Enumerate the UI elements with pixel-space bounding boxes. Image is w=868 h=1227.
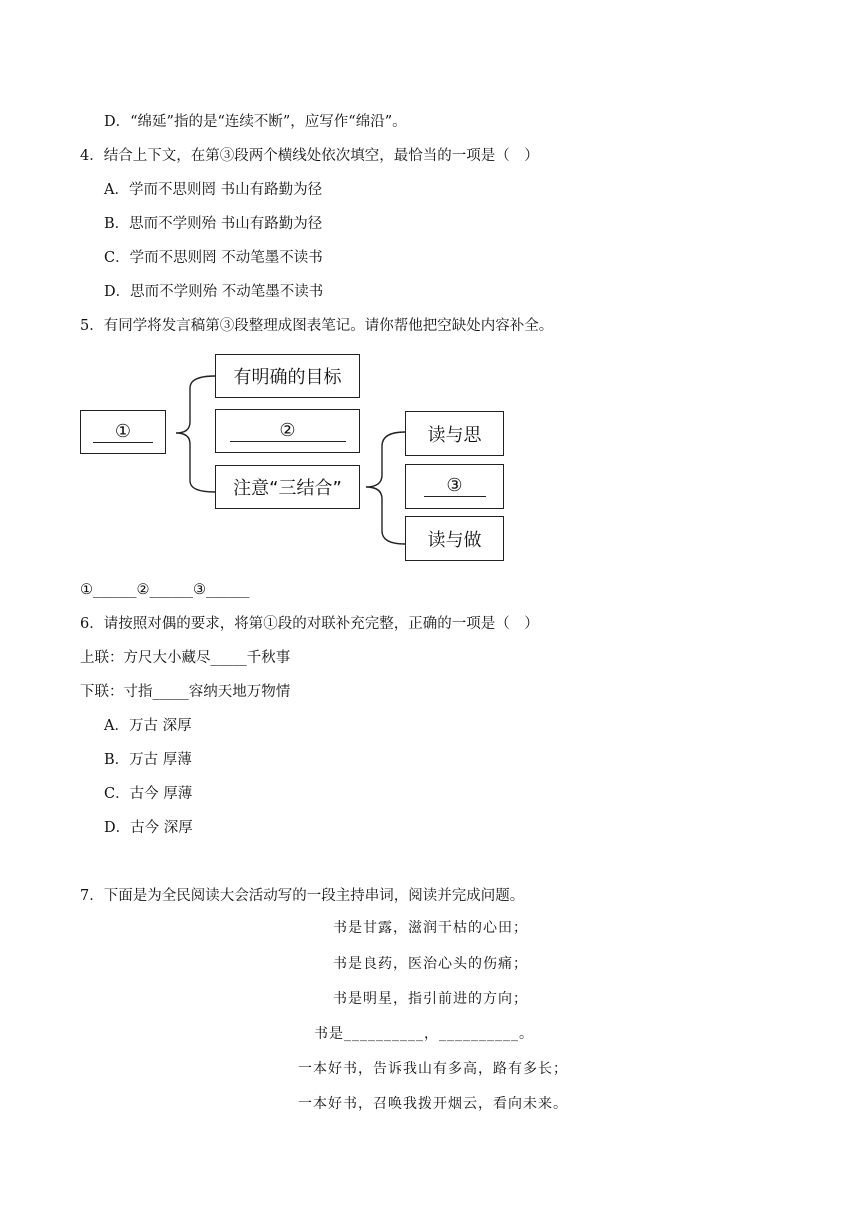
q6-lower-couplet: 下联：寸指_____容纳天地万物情 xyxy=(80,684,291,700)
q5-answer-line: ①______②______③______ xyxy=(80,582,250,598)
diagram-braces xyxy=(0,0,868,600)
poem-line-4: 书是__________，__________。 xyxy=(314,1026,534,1042)
blank-3: ③ xyxy=(424,476,486,497)
node-three-combine-label: 注意“三结合” xyxy=(233,478,342,499)
q4-stem: 4．结合上下文，在第③段两个横线处依次填空，最恰当的一项是（ ） xyxy=(80,148,539,164)
q5-stem: 5．有同学将发言稿第③段整理成图表笔记。请你帮他把空缺处内容补全。 xyxy=(80,318,554,334)
node-blank-3 xyxy=(405,464,504,509)
brace-level1 xyxy=(176,376,215,492)
node-read-think xyxy=(405,411,504,456)
poem-line-5: 一本好书，告诉我山有多高，路有多长； xyxy=(298,1061,568,1077)
q3-option-d: D．“绵延”指的是“连续不断”，应写作“绵沿”。 xyxy=(104,114,407,130)
poem-line-3: 书是明星，指引前进的方向； xyxy=(333,991,528,1007)
poem-line-6: 一本好书，召唤我拨开烟云，看向未来。 xyxy=(298,1096,568,1112)
q4-option-a: A．学而不思则罔 书山有路勤为径 xyxy=(104,182,323,198)
node-read-do-label: 读与做 xyxy=(427,529,482,551)
q6-option-c: C．古今 厚薄 xyxy=(104,786,193,802)
q4-option-d: D．思而不学则殆 不动笔墨不读书 xyxy=(104,284,324,300)
q4-option-c: C．学而不思则罔 不动笔墨不读书 xyxy=(104,250,323,266)
brace-level2 xyxy=(366,432,405,544)
node-three-combine xyxy=(215,465,360,509)
root-blank: ① xyxy=(93,422,153,443)
blank-2: ② xyxy=(230,421,346,442)
poem-line-2: 书是良药，医治心头的伤痛； xyxy=(333,956,528,972)
q6-option-b: B．万古 厚薄 xyxy=(104,752,192,768)
node-goal-label: 有明确的目标 xyxy=(233,367,342,388)
node-blank-2 xyxy=(215,409,360,453)
q7-stem: 7．下面是为全民阅读大会活动写的一段主持串词，阅读并完成问题。 xyxy=(80,888,525,904)
q6-option-a: A．万古 深厚 xyxy=(104,718,192,734)
q6-option-d: D．古今 深厚 xyxy=(104,820,193,836)
q6-upper-couplet: 上联：方尺大小藏尽_____千秋事 xyxy=(80,650,291,666)
q4-option-b: B．思而不学则殆 书山有路勤为径 xyxy=(104,216,323,232)
node-read-do xyxy=(405,516,504,561)
poem-line-1: 书是甘露，滋润干枯的心田； xyxy=(333,920,528,936)
root-node xyxy=(80,410,166,454)
q6-stem: 6．请按照对偶的要求，将第①段的对联补充完整，正确的一项是（ ） xyxy=(80,616,539,632)
node-goal xyxy=(215,354,360,398)
node-read-think-label: 读与思 xyxy=(427,424,482,446)
